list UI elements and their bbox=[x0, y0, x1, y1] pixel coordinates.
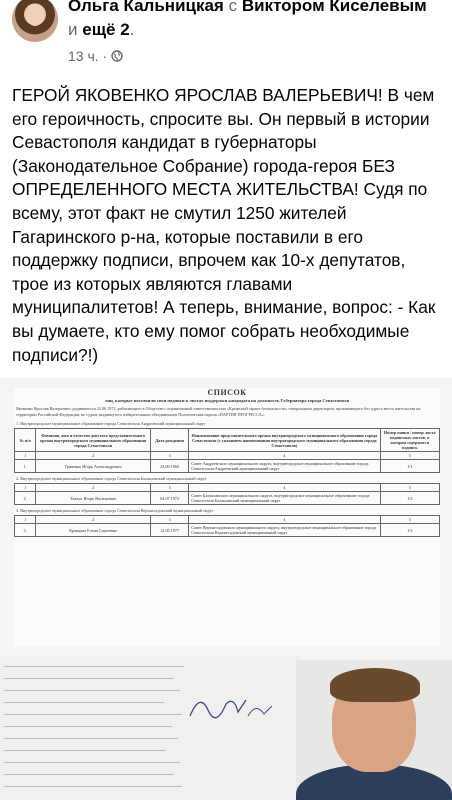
col-number: 1 bbox=[15, 452, 36, 460]
col-header: Дата рождения bbox=[151, 429, 189, 452]
col-header: Номер папки / номер листа подписных листов, в котором содержится подпись bbox=[380, 429, 440, 452]
thumb-line bbox=[4, 726, 172, 727]
document-scan bbox=[14, 388, 440, 646]
col-header: Наименование представительного органа внутригородского муниципального образования города Севастополя (с указанием наименования внутригородского муниципального образования города Севастополя) bbox=[189, 429, 380, 452]
row-name: Кравцова Елена Сергеевна bbox=[36, 524, 151, 537]
section-heading: 2. Внутригородское муниципальное образование города Севастополя Балаклавский муниципальный округ bbox=[16, 476, 207, 481]
row-number: 1. bbox=[15, 460, 36, 473]
col-number: 2 bbox=[36, 516, 151, 524]
post-header bbox=[0, 0, 452, 74]
post-meta bbox=[68, 48, 123, 64]
col-header: Фамилия, имя и отчество депутата представительного органа внутригородского муниципального образования города Севастополя bbox=[36, 429, 151, 452]
table-row bbox=[15, 460, 440, 473]
table-row bbox=[15, 492, 440, 505]
thumb-line bbox=[4, 750, 166, 751]
tagged-person-link[interactable]: Виктором Киселевым bbox=[241, 0, 427, 15]
col-number: 4 bbox=[189, 484, 380, 492]
avatar-face bbox=[26, 4, 44, 26]
candidate-portrait bbox=[296, 660, 452, 800]
col-number: 5 bbox=[380, 516, 440, 524]
row-name: Гривенко Игорь Александрович bbox=[36, 460, 151, 473]
thumbnail-document bbox=[0, 656, 300, 800]
author-name-link[interactable]: Ольга Кальницкая bbox=[68, 0, 224, 15]
row-organ: Совет Андреевского муниципального округа, внутригородское муниципальное образование города Севастополя Андреевский муниципальный округ bbox=[189, 460, 380, 473]
others-link[interactable]: ещё 2 bbox=[82, 20, 130, 39]
portrait-hair bbox=[330, 668, 420, 702]
row-dob: 04.07.1972 bbox=[151, 492, 189, 505]
signatures-table-1 bbox=[14, 428, 440, 473]
globe-icon bbox=[111, 50, 123, 62]
thumb-line bbox=[4, 774, 174, 775]
author-avatar[interactable] bbox=[12, 0, 58, 42]
thumb-line bbox=[4, 678, 174, 679]
row-dob: 23.09.1966 bbox=[151, 460, 189, 473]
row-sheet: 1/3 bbox=[380, 524, 440, 537]
col-number: 3 bbox=[151, 452, 189, 460]
row-organ: Совет Верхнесадовского муниципального округа, внутригородское муниципальное образование города Севастополя Верхнесадовский муниципальный округ bbox=[189, 524, 380, 537]
thumb-line bbox=[4, 786, 182, 787]
thumb-line bbox=[4, 666, 184, 667]
signatures-table-3 bbox=[14, 515, 440, 537]
thumb-line bbox=[4, 738, 178, 739]
col-number: 2 bbox=[36, 484, 151, 492]
col-number: 3 bbox=[151, 516, 189, 524]
document-title: СПИСОК bbox=[207, 388, 247, 397]
col-number: 1 bbox=[15, 484, 36, 492]
col-number: 3 bbox=[151, 484, 189, 492]
col-number: 1 bbox=[15, 516, 36, 524]
document-subtitle: лиц, которые поставили свои подписи в листах поддержки кандидата на должность Губернатора города Севастополя bbox=[104, 398, 350, 403]
row-sheet: 1/1 bbox=[380, 460, 440, 473]
section-heading: 1. Внутригородское муниципальное образование города Севастополя Андреевский муниципальный округ bbox=[16, 421, 206, 426]
row-number: 2. bbox=[15, 492, 36, 505]
post-time[interactable]: 13 ч. · bbox=[68, 48, 108, 64]
signatures-table-2 bbox=[14, 483, 440, 505]
thumb-line bbox=[4, 714, 182, 715]
col-number: 4 bbox=[189, 516, 380, 524]
thumb-line bbox=[4, 690, 180, 691]
col-number: 2 bbox=[36, 452, 151, 460]
thumb-line bbox=[4, 762, 180, 763]
row-name: Ткачук Игорь Васильевич bbox=[36, 492, 151, 505]
row-dob: 12.05.1977 bbox=[151, 524, 189, 537]
col-header: № п/п bbox=[15, 429, 36, 452]
col-number: 5 bbox=[380, 484, 440, 492]
row-sheet: 1/2 bbox=[380, 492, 440, 505]
table-row bbox=[15, 524, 440, 537]
col-number: 5 bbox=[380, 452, 440, 460]
with-word: с bbox=[228, 0, 238, 15]
col-number: 4 bbox=[189, 452, 380, 460]
post-text: ГЕРОЙ ЯКОВЕНКО ЯРОСЛАВ ВАЛЕРЬЕВИЧ! В чем его героичность, спросите вы. Он первый в истории Севастополя кандидат в губернаторы (Законодательное Собрание) города-героя БЕЗ ОПРЕДЕЛЕННОГО МЕСТА ЖИТЕЛЬСТВА! Судя по всему, этот факт не смутил 1250 жителей Гагаринского р-на, которые поставили в его поддержку подписи, впрочем как 10-х депутатов, трое из которых являются главами муниципалитетов! А теперь, внимание, вопрос: - Как вы думаете, кто ему помог собрать необходимые подписи?!) bbox=[12, 85, 436, 365]
section-heading: 3. Внутригородское муниципальное образование города Севастополя Верхнесадовский муниципальный округ bbox=[16, 508, 214, 513]
thumb-line bbox=[4, 702, 164, 703]
signature-icon bbox=[186, 686, 276, 726]
post-photo[interactable] bbox=[0, 378, 452, 800]
and-word: и bbox=[68, 20, 78, 39]
row-organ: Совет Балаклавского муниципального округа, внутригородское муниципальное образование города Севастополя Балаклавский муниципальный округ bbox=[189, 492, 380, 505]
row-number: 3. bbox=[15, 524, 36, 537]
document-intro: Яковенко Ярослав Валерьевич, родившегося 22.06.1972, работающего в Обществе с ограниченной ответственностью «Крымский гарант безопасности» генеральным директором, проживающего без адреса места жительства на территории Российской Федерации, не судим, выдвинутого избирательным объединением Политическая партия «ПАРТИЯ ПРОГРЕССА». bbox=[16, 406, 421, 417]
post-authors: Ольга Кальницкая с Виктором Киселевым и ещё 2. bbox=[68, 0, 438, 42]
